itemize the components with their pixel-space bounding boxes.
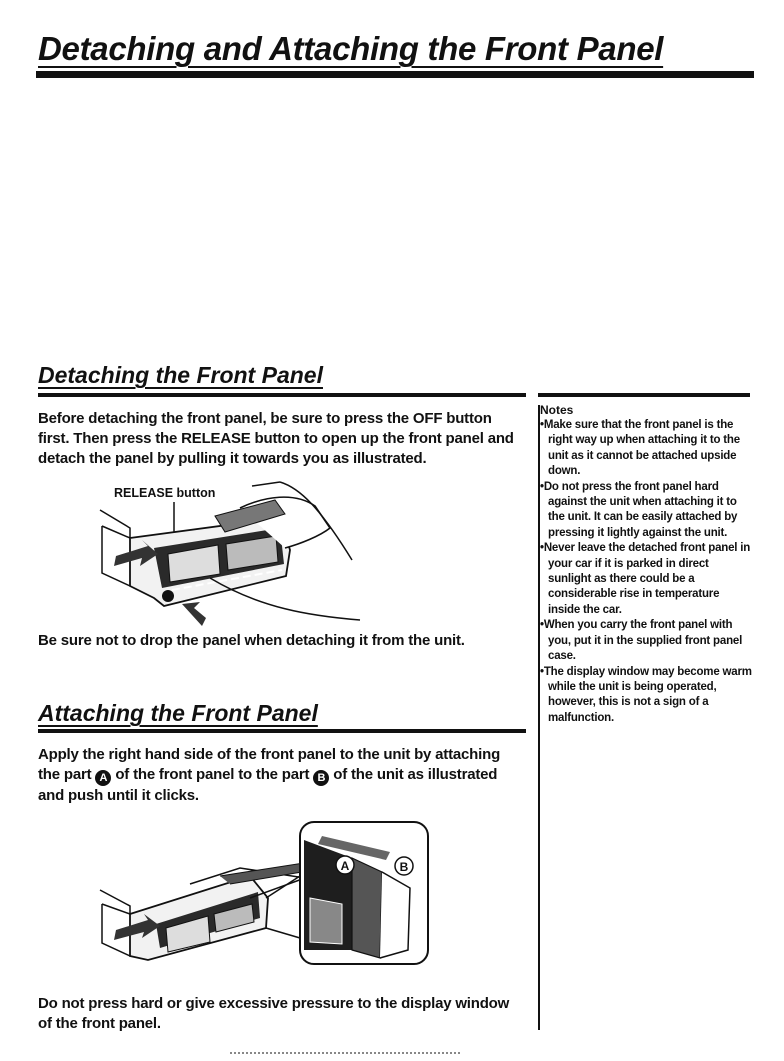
note-item: •Never leave the detached front panel in your car if it is parked in direct sunlight as there could be a considerable rise in temperature inside the car.	[540, 542, 751, 616]
page-title: Detaching and Attaching the Front Panel	[38, 30, 664, 67]
figure-part-b-label: B	[399, 860, 409, 874]
note-item: •The display window may become warm while the unit is being operated, however, this is not a sign of a malfunction.	[540, 665, 752, 724]
detaching-instructions: Before detaching the front panel, be sure to press the OFF button first. Then press the RELEASE button to open up the front panel and detach the panel by pulling it towards you as illustrated.	[38, 410, 514, 467]
note-item: •Do not press the front panel hard against the unit when attaching it to the unit. It can be easily attached by pressing it lightly against the unit.	[540, 480, 738, 539]
part-b-marker: B	[313, 770, 329, 786]
note-item: •When you carry the front panel with you, put it in the supplied front panel case.	[540, 619, 743, 663]
attaching-heading: Attaching the Front Panel	[38, 700, 318, 726]
attaching-instructions	[38, 745, 524, 806]
detaching-rule	[38, 393, 526, 397]
bottom-scan-dots	[230, 1052, 460, 1054]
notes-list	[540, 418, 754, 726]
attaching-caution: Do not press hard or give excessive pressure to the display window of the front panel.	[38, 995, 510, 1032]
attaching-rule	[38, 729, 526, 733]
notes-rule	[538, 393, 750, 397]
detaching-caution: Be sure not to drop the panel when detaching it from the unit.	[38, 632, 465, 649]
attaching-instructions-part3: of the unit as illustrated and push until it clicks.	[38, 766, 498, 804]
figure-part-a-label: A	[340, 859, 350, 873]
release-button-label: RELEASE button	[114, 486, 216, 500]
attaching-instructions-part2: of the front panel to the part	[115, 766, 310, 783]
notes-title: Notes	[540, 403, 574, 417]
detaching-illustration	[90, 478, 370, 628]
attaching-instructions-part1: Apply the right hand side of the front panel to the unit by attaching the part	[38, 746, 501, 783]
attaching-illustration	[90, 818, 435, 968]
note-item: •Make sure that the front panel is the right way up when attaching it to the unit as it cannot be attached upside down.	[540, 419, 740, 478]
title-rule	[36, 71, 754, 78]
part-a-marker: A	[95, 770, 111, 786]
detaching-heading: Detaching the Front Panel	[38, 362, 323, 388]
notes-column	[540, 403, 754, 726]
